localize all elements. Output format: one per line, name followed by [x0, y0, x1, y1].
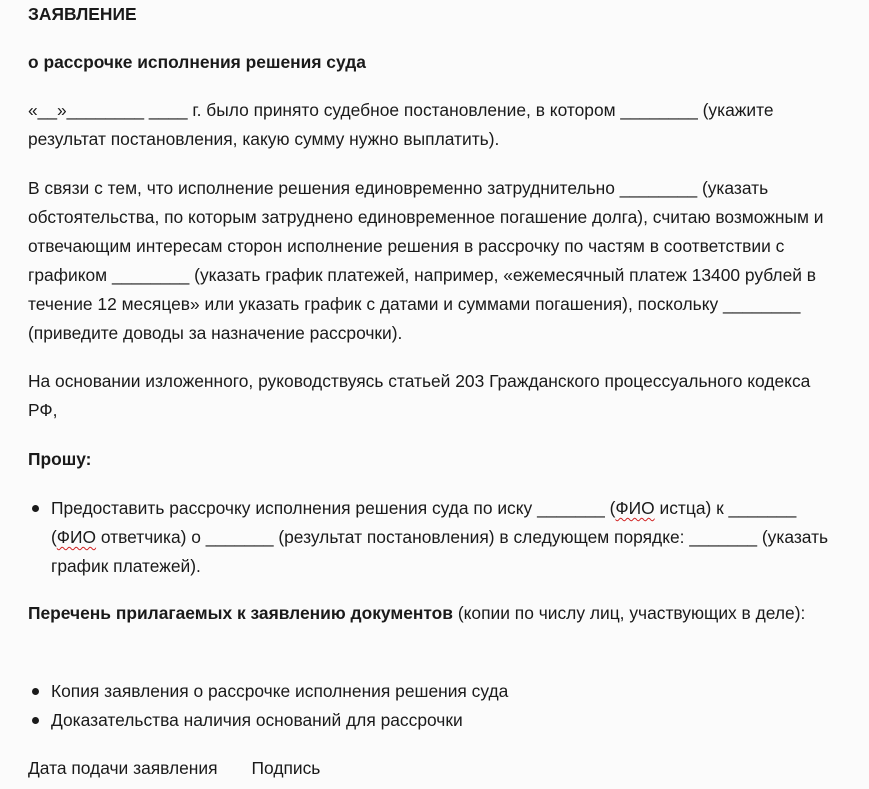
paragraph-circumstances: В связи с тем, что исполнение решения единовременно затруднительно ________ (указать обстоятельства, по которым затруднено единовременное погашение долга), считаю возможным и отвечающим интересам сторон исполнение решения в рассрочку по частям в соответствии с графиком ________ (указать график платежей, например, «ежемесячный платеж 13400 рублей в течение 12 месяцев» или указать график с датами и суммами погашения), поскольку ________ (приведите доводы за назначение рассрочки).: [28, 178, 824, 343]
attachments-note: (копии по числу лиц, участвующих в деле):: [453, 603, 806, 623]
request-text-b: истца) к _______ (: [51, 498, 797, 547]
request-text-a: Предоставить рассрочку исполнения решения суда по иску _______ (: [51, 498, 616, 518]
attachments-heading: Перечень прилагаемых к заявлению документов: [28, 603, 453, 623]
document-subtitle: о рассрочке исполнения решения суда: [28, 52, 366, 72]
date-label: Дата подачи заявления: [28, 758, 218, 778]
request-list: [28, 494, 843, 581]
request-fio-defendant: ФИО: [56, 527, 97, 547]
bullet-icon: [32, 717, 39, 724]
paragraph-legal-basis: На основании изложенного, руководствуясь статьей 203 Гражданского процессуального кодекса РФ,: [28, 371, 811, 420]
list-item: [28, 677, 843, 706]
request-text-c: ответчика) о _______ (результат постановления) в следующем порядке: _______ (указать график платежей).: [51, 527, 829, 576]
list-item: [28, 706, 843, 735]
list-item: [28, 494, 843, 581]
attachment-label: Доказательства наличия оснований для рассрочки: [51, 710, 463, 730]
signature-label: Подпись: [251, 758, 321, 778]
attachment-label: Копия заявления о рассрочке исполнения решения суда: [51, 681, 509, 701]
attachments-list: [28, 677, 843, 735]
request-heading: Прошу:: [28, 449, 92, 469]
bullet-icon: [32, 688, 39, 695]
document-title: ЗАЯВЛЕНИЕ: [28, 4, 137, 24]
attachments-paragraph: [28, 599, 843, 628]
request-fio-plaintiff: ФИО: [615, 498, 655, 518]
paragraph-decision: «__»________ ____ г. было принято судебное постановление, в котором ________ (укажите результат постановления, какую сумму нужно выплатить).: [28, 100, 774, 149]
signature-line: [28, 754, 320, 783]
bullet-icon: [32, 505, 39, 512]
